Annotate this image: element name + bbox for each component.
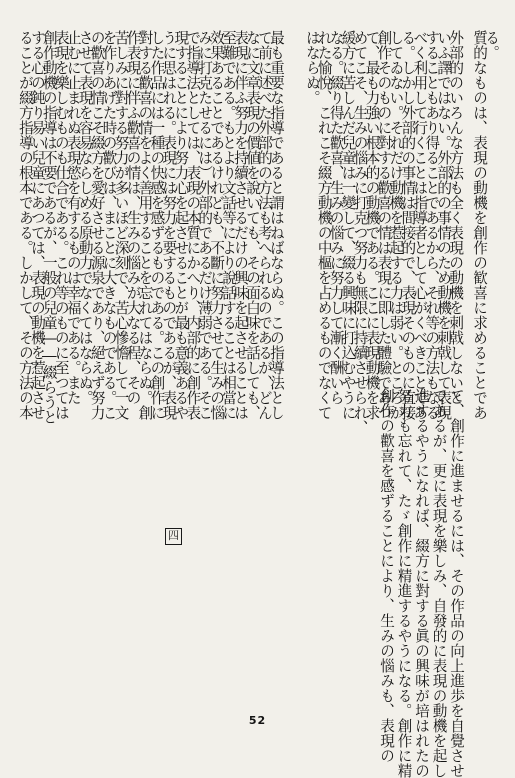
text-line: 效果あることであるけれども、不斷に努力させて生みの惱 [208,30,226,420]
text-line: 止むに止まれぬ表現慾を有するものは幸福である。また [64,30,82,405]
text-line: る。しかし外部的の事情は間接的で、表現そのものに直接 [399,30,417,420]
text-line: であるが、更に表現を樂しみ、自發的に表現の動機を起し [430,388,448,778]
text-line: 努力も忘れて、たゞ創作に精進するやうになる。創作に精 [395,388,413,778]
text-line: 質的なものは、表現の動機を創作の歓喜に求めることであ [471,30,489,420]
text-line: 苦しみに對する努力が多いほど深刻で、苦心慘憺して一文 [112,30,130,420]
text-line: うに思はれる。表現には努力を要するものであるが、表現 [160,30,178,420]
text-line: した作品には一種の快感を感ずるものである。この創作に [148,30,166,420]
page-number: 52 [248,714,267,727]
text-line: べく利用して行くことは指導者として心がくべきことであ [411,30,429,420]
text-line: る。 [483,30,500,60]
text-line: て、最も力強い根本的の動機である。ここに表現動機を求 [363,30,381,420]
text-line: みに打克たせるには）外部的であるだけ薄弱である。そこ [196,30,214,420]
text-line: 創作動機の指導は不要であるが、一般の兒童――綴らうと [40,30,58,425]
text-line: 創作そのものに對する歡喜の情は表現に即した體驗であつ [375,30,393,420]
text-line: 對する歡喜の情をよく善用することを忘れてはならぬ。創 [136,30,154,420]
text-line: て、創作に進ませるには、その作品の向上進歩を自覺させ [448,388,465,778]
text-line: 緩方に苦しんだ兒童は一變して、綴る興味に打込むやうに [339,30,357,420]
text-line: 表現を樂しむものも仕合である。これ等のものに至つては [52,30,70,420]
text-line: はならぬ。 [303,30,321,105]
text-line: 至難である。もとより文話等により說話することは相當に [220,30,238,420]
text-line: ることが綴方指導の根本である。しかして、その方法の本 [16,30,34,420]
text-line: なに文章表現の價値を說いても、その面白味を話しても、 [244,30,261,420]
text-line: の歡喜の情こそ綴方を愛好させる源泉であり、絕えず努力 [88,30,106,420]
text-line: 現することにより努力心を起させることが最も意義あるや [172,30,190,420]
text-line: いふ譯ではない。外部的の事情のため動機を刺戟して表現 [435,30,453,420]
text-line: 最も重要な指導であると謂はねばならぬ。この指導法とし [267,30,285,420]
text-line: 外部的のいろんな方法も全く表現の動機を刺戟しないと [447,30,465,405]
text-line: なる。綴り得た歡喜、生みの惱みに努力して漸く酬いら [327,30,345,405]
text-line: で指導法としては、表現の本質にかへり、内部的に創作表 [184,30,202,420]
text-line: してゐない。それだけ動機を惹起する力は弱い。ところが [387,30,405,420]
text-line: する心の鈍り易い兒童にあつては、表現の動機を惹起させ [28,30,46,420]
text-line: 進するやうになれば、綴方に對する眞の興味が培はれたの [413,388,430,778]
text-line: めてこそ、生みの惱みに打克つ努力も無限に持續させられ、 [351,30,369,435]
text-line: させて表現を容易ならしめる原動力でなくてはならぬ。 [76,30,94,405]
text-line: れた愉悅、これこそ綴方動機の中樞を占めるものでなくて [315,30,333,420]
text-line: 作表現に伴ふ歡喜の情は、生みの惱みが大なる程、その [124,30,142,405]
text-line: て前に述べた外部的の方法も考へられるのであるが、どん [255,30,273,420]
text-line: することもあり得ることであるから、それ等の方法もなる [423,30,441,420]
text-line: 表現に伴ふ努力を持續させるだけの興味を起させることは [232,30,250,420]
section-marker: 四 [165,528,182,545]
text-line: を作りあげた時の歡びは、まことに大きなものである。こ [100,30,118,420]
text-line: 創作の歡喜を感ずることにより、生みの惱みも、表現の [378,388,395,763]
